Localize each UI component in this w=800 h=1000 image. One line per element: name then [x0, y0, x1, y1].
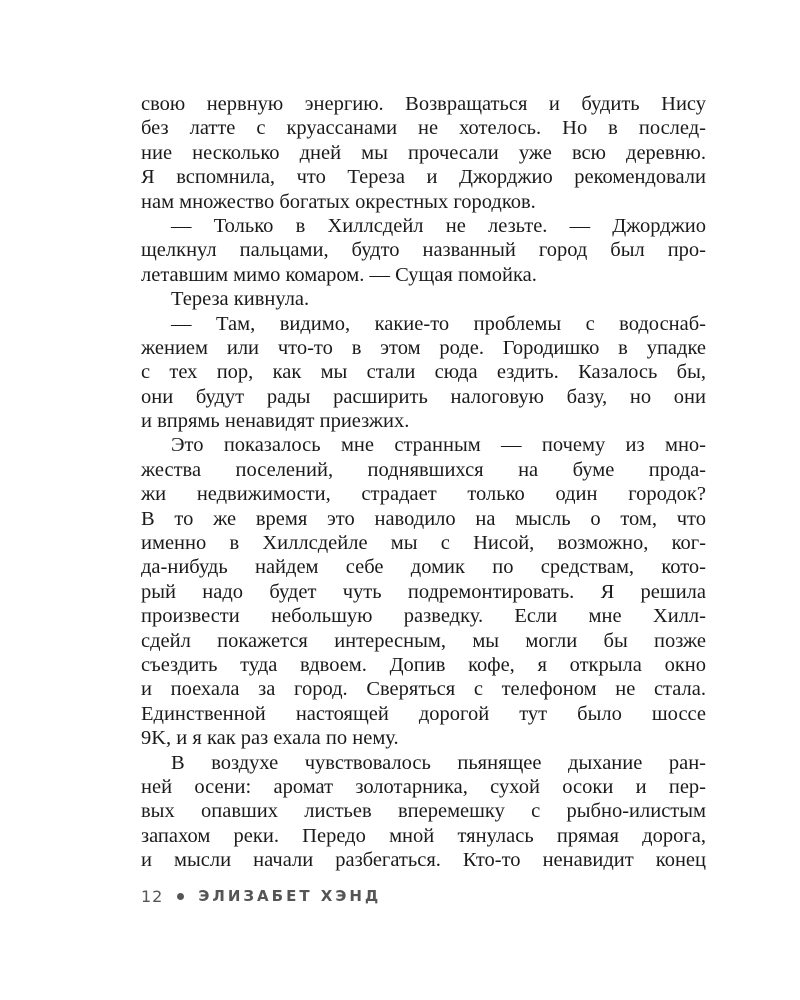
text-line: жением или что-то в этом роде. Городишко в упадке — [141, 336, 706, 359]
text-line: — Там, видимо, какие-то проблемы с водоснаб- — [171, 312, 706, 335]
text-line: Это показалось мне странным — почему из мно- — [171, 434, 706, 457]
text-line: Тереза кивнула. — [171, 288, 310, 311]
text-line: свою нервную энергию. Возвращаться и будить Нису — [141, 93, 706, 115]
author-name: ЭЛИЗАБЕТ ХЭНД — [198, 887, 382, 905]
text-line: В то же время это наводило на мысль о том, что — [141, 507, 706, 530]
text-line: да-нибудь найдем себе домик по средствам, кото- — [141, 556, 706, 579]
separator-bullet-icon — [177, 893, 184, 900]
text-line: и поехала за город. Сверяться с телефоном не стала. — [141, 678, 706, 701]
text-line: и мысли начали разбегаться. Кто-то ненавидит конец — [141, 849, 706, 872]
text-line: нам множество богатых окрестных городков. — [141, 190, 536, 213]
text-line: запахом реки. Передо мной тянулась прямая дорога, — [141, 824, 706, 847]
text-line: без латте с круассанами не хотелось. Но в послед- — [141, 117, 706, 140]
body-text — [141, 92, 706, 873]
text-line: вых опавших листьев вперемешку с рыбно-илистым — [141, 800, 706, 823]
text-line: летавшим мимо комаром. — Сущая помойка. — [141, 263, 537, 286]
text-line: Единственной настоящей дорогой тут было шоссе — [141, 702, 706, 725]
text-line: жи недвижимости, страдает только один городок? — [141, 483, 706, 506]
text-line: жества поселений, поднявшихся на буме прода- — [141, 458, 706, 481]
text-line: щелкнул пальцами, будто названный город был про- — [141, 239, 706, 262]
page-footer — [141, 884, 381, 908]
text-line: 9K, и я как раз ехала по нему. — [141, 727, 399, 750]
text-line: Я вспомнила, что Тереза и Джорджио рекомендовали — [141, 166, 706, 189]
text-line: с тех пор, как мы стали сюда ездить. Казалось бы, — [141, 361, 706, 384]
text-line: они будут рады расширить налоговую базу, но они — [141, 385, 706, 408]
text-line: съездить туда вдвоем. Допив кофе, я открыла окно — [141, 653, 706, 676]
text-line: сдейл покажется интересным, мы могли бы позже — [141, 629, 706, 652]
text-line: произвести небольшую разведку. Если мне Хилл- — [141, 605, 706, 628]
page-number: 12 — [141, 886, 164, 906]
text-line: В воздухе чувствовалось пьянящее дыхание ран- — [171, 751, 706, 774]
text-line: ние несколько дней мы прочесали уже всю деревню. — [141, 141, 706, 164]
text-line: именно в Хиллсдейле мы с Нисой, возможно, ког- — [141, 532, 706, 555]
text-line: рый надо будет чуть подремонтировать. Я решила — [141, 580, 706, 603]
text-line: ней осени: аромат золотарника, сухой осоки и пер- — [141, 775, 706, 798]
text-line: и впрямь ненавидят приезжих. — [141, 410, 410, 433]
text-line: — Только в Хиллсдейл не лезьте. — Джорджио — [171, 214, 706, 237]
